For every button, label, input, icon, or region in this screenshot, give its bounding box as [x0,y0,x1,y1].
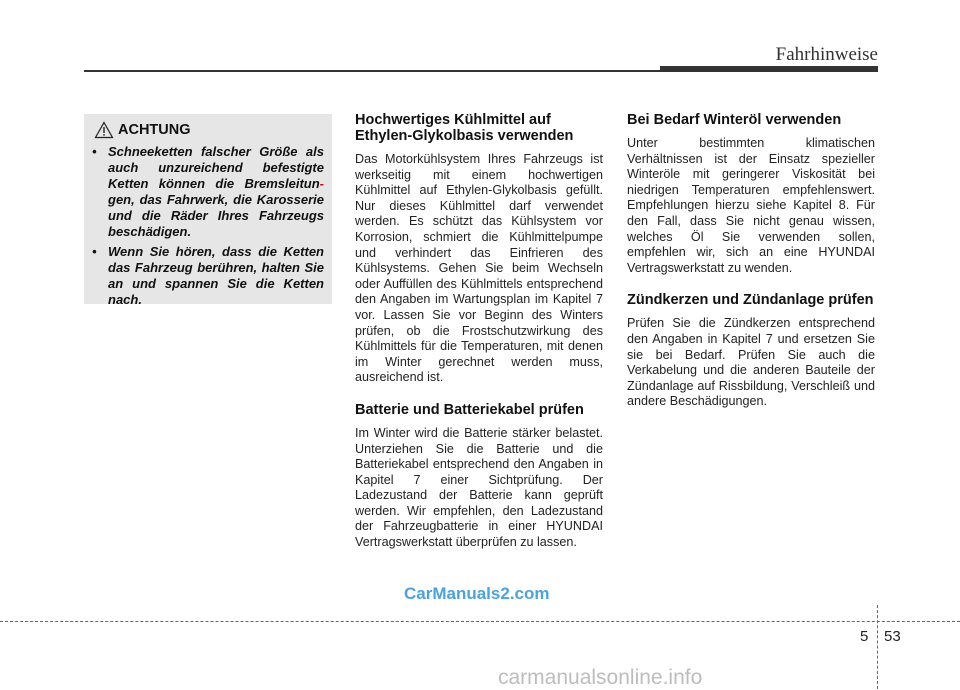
warning-title: ACHTUNG [118,122,191,138]
warning-item [92,144,324,240]
page-header-title: Fahrhinweise [775,44,878,65]
section-text-battery: Im Winter wird die Batterie stärker belastet. Unterziehen Sie die Batterie und die Batteriekabel entsprechend den Angaben in Kapitel 7 einer Sichtprüfung. Der Ladezustand der Batterie kann geprüft werden. Wir empfehlen, den Ladezustand der Fahrzeugbatterie in einer HYUNDAI Vertragswerkstatt überprüfen zu lassen. [355,425,603,550]
section-title-battery: Batterie und Batteriekabel prüfen [355,401,584,418]
warning-item-hyphen: - [319,176,324,191]
section-text-spark-plugs: Prüfen Sie die Zündkerzen entsprechend den Angaben in Kapitel 7 und ersetzen Sie sie bei Bedarf. Prüfen Sie auch die Verkabelung und die anderen Bauteile der Zündanlage auf Rissbildung, Verschleiß und andere Beschädigungen. [627,316,875,409]
middle-column [355,112,603,567]
bullet-icon: • [92,144,97,159]
chapter-number: 5 [860,628,869,645]
page-number: 53 [884,628,901,645]
footer-watermark: carmanualsonline.info [498,666,703,689]
section-text-coolant: Das Motorkühlsystem Ihres Fahrzeugs ist werkseitig mit einem hochwertigen Kühlmittel auf Ethylen-Glykolbasis gefüllt. Nur dieses Kühlmittel darf verwendet werden. Es schützt das Kühlsystem vor Korrosion, schmiert die Kühlmittelpumpe und verhindert das Einfrieren des Kühlsystems. Gehen Sie beim Wechseln oder Auffüllen des Kühlmittels entsprechend den Angaben im Wartungsplan im Kapitel 7 vor. Lassen Sie vor Beginn des Winters prüfen, ob die Frostschutzwirkung des Kühlmittels für die Temperaturen, mit denen im Winter gerechnet werden muss, ausreichend ist. [355,152,603,385]
section-title-coolant: Hochwertiges Kühlmittel auf Ethylen-Glykolbasis verwenden [355,112,574,144]
warning-item-text: Wenn Sie hören, dass die Ketten das Fahrzeug berühren, halten Sie an und spannen Sie die Ketten nach. [108,244,324,307]
bullet-icon: • [92,244,97,259]
warning-item [92,244,324,308]
header-rule [84,70,660,72]
header-rule-accent [660,66,878,72]
warning-list [92,144,324,312]
footer-separator [877,605,878,689]
warning-box [84,114,332,307]
watermark-link[interactable]: CarManuals2.com [404,584,550,603]
footer-rule [0,621,960,622]
warning-item-text: Schneeketten falscher Größe als auch unzureichend befestigte Ketten können die Bremsleitun [108,144,324,191]
right-column [627,112,875,426]
warning-item-text-continued: gen, das Fahrwerk, die Karosserie und die Räder Ihres Fahrzeugs beschädigen. [108,192,324,239]
section-title-winter-oil: Bei Bedarf Winteröl verwenden [627,112,842,128]
warning-header [94,121,191,139]
section-text-winter-oil: Unter bestimmten klimatischen Verhältnissen ist der Einsatz spezieller Winteröle mit geringerer Viskosität bei niedrigen Temperaturen empfehlenswert. Empfehlungen hierzu siehe Kapitel 8. Für den Fall, dass Sie nicht genau wissen, welches Öl Sie verwenden sollen, empfehlen wir, sich an eine HYUNDAI Vertragswerkstatt zu wenden. [627,136,875,275]
warning-triangle-icon [94,121,114,139]
section-title-spark-plugs: Zündkerzen und Zündanlage prüfen [627,292,874,309]
